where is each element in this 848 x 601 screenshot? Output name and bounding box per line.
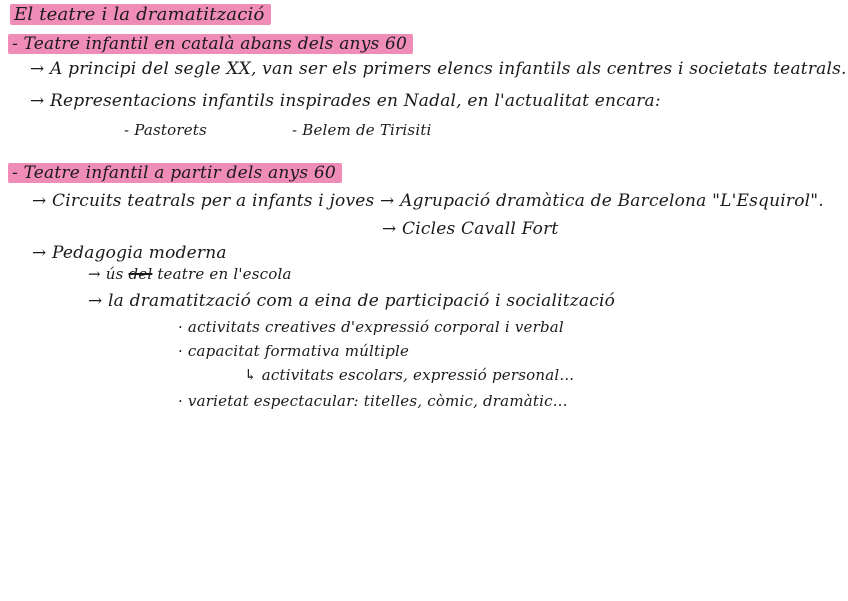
section1-line1: → A principi del segle XX, van ser els primers elencs infantils als centres i societats teatrals. (30, 59, 847, 79)
section2-line5: → la dramatització com a eina de participació i socialització (88, 291, 616, 311)
section2-bullet2: · capacitat formativa múltiple (178, 342, 410, 360)
line4-struck-word: del (128, 265, 153, 283)
section2-heading-highlight: - Teatre infantil a partir dels anys 60 (8, 163, 342, 183)
section2-bullet2-sub: ↳ activitats escolars, expressió personal... (244, 366, 575, 384)
section2-line3: → Pedagogia moderna (32, 243, 227, 263)
section2-bullet1: · activitats creatives d'expressió corporal i verbal (178, 318, 564, 336)
line4-suffix: teatre en l'escola (157, 265, 292, 283)
line4-prefix: → ús (88, 265, 124, 283)
section1-example-pastorets: - Pastorets (124, 121, 207, 139)
section1-example-belem: - Belem de Tirisiti (292, 121, 432, 139)
section2-line2: → Cicles Cavall Fort (382, 219, 559, 239)
section1-heading (8, 33, 413, 55)
section2-line1: → Circuits teatrals per a infants i joves → Agrupació dramàtica de Barcelona "L'Esquirol". (32, 191, 824, 211)
page-title (10, 4, 271, 26)
section2-heading (8, 162, 342, 184)
section1-heading-highlight: - Teatre infantil en català abans dels anys 60 (8, 34, 413, 54)
page-title-highlight: El teatre i la dramatització (10, 4, 271, 25)
section1-line2: → Representacions infantils inspirades en Nadal, en l'actualitat encara: (30, 91, 661, 111)
section2-line4 (88, 263, 292, 285)
section2-bullet3: · varietat espectacular: titelles, còmic, dramàtic... (178, 392, 568, 410)
